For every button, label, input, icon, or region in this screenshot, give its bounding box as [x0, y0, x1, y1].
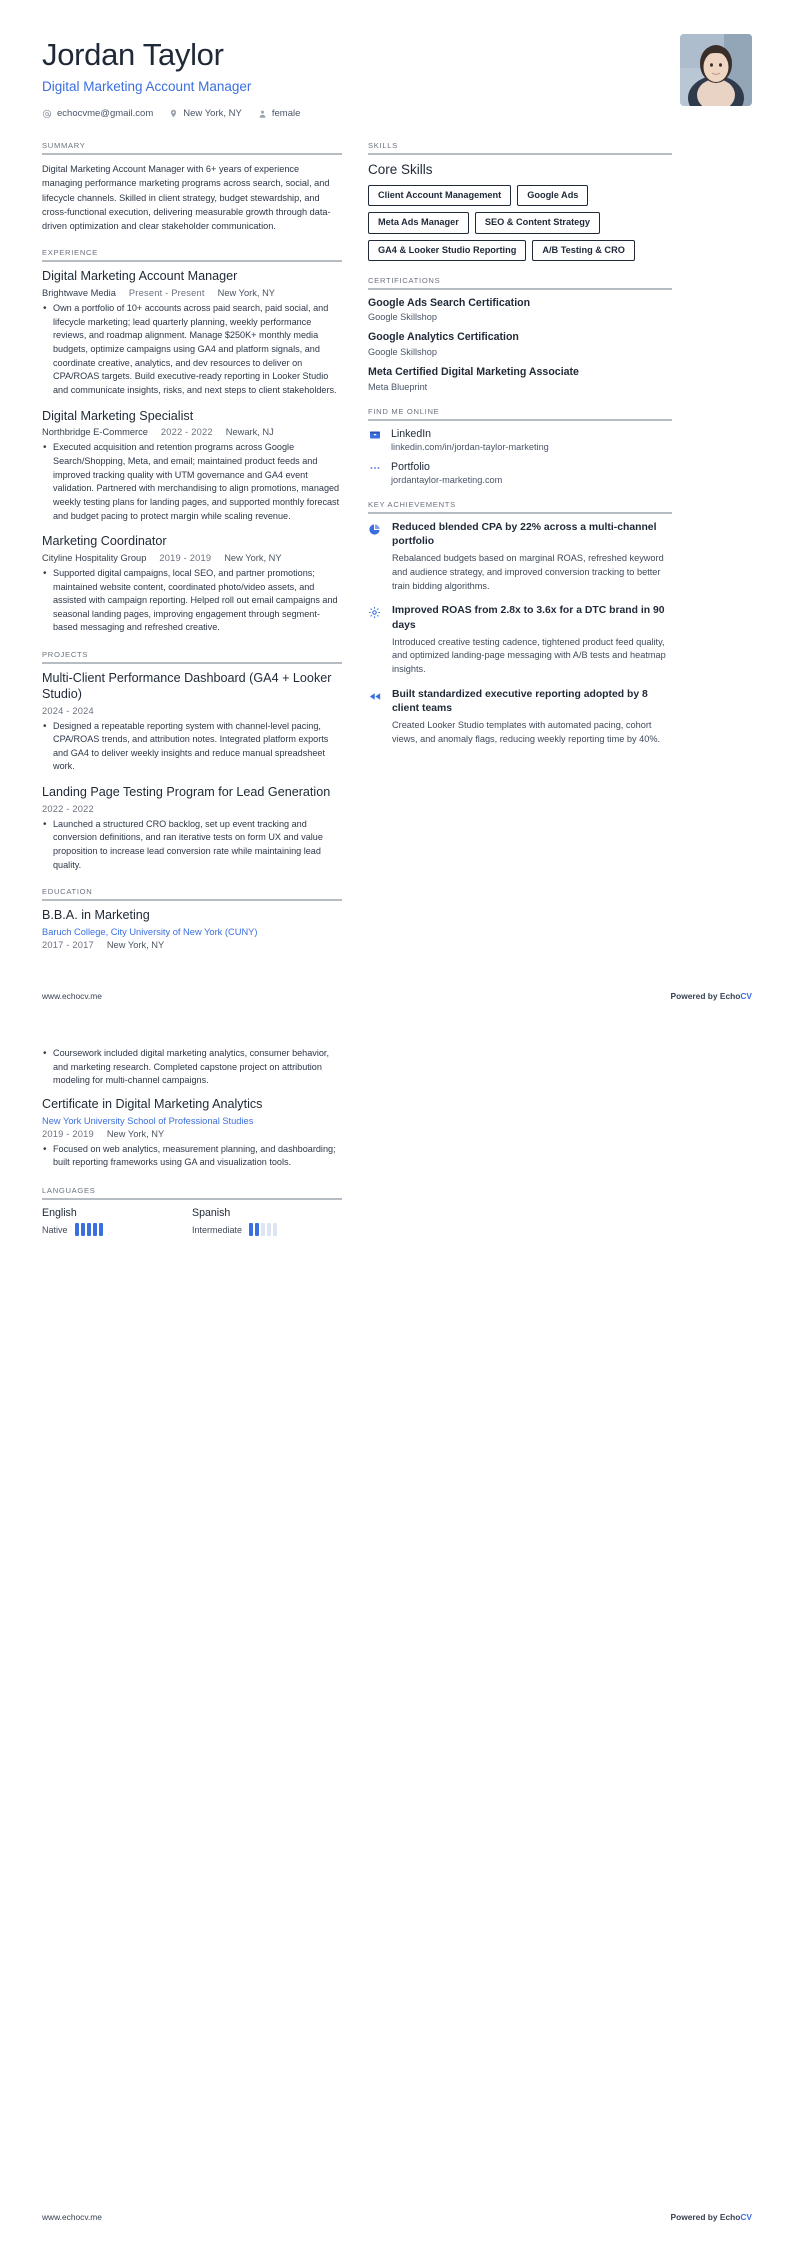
- language-name: English: [42, 1207, 77, 1220]
- contact-gender-text: female: [271, 108, 301, 120]
- section-divider: [368, 153, 672, 155]
- education-degree: B.B.A. in Marketing: [42, 908, 150, 923]
- certifications-section-label: CERTIFICATIONS: [368, 275, 441, 285]
- list-item: • Own a portfolio of 10+ accounts across paid search, paid social, and lifecycle marketing; lead quarterly planning, weekly performance reviews, and roadmap alignment. Manage $250K+ monthly media budgets, optimize campaigns using GA4 and platform signals, and coordinate creative, analytics, and dev resources to deliver on CPA/ROAS targets. Build executive-ready reporting in Looker Studio and communicate insights, risks, and next steps to client stakeholders.: [42, 302, 342, 397]
- footer-powered-prefix: Powered by: [670, 991, 720, 1002]
- certification-entry: [368, 297, 672, 323]
- proficiency-bar: [255, 1223, 259, 1236]
- online-profile-url: jordantaylor-marketing.com: [391, 475, 503, 485]
- map-pin-icon: [169, 108, 178, 119]
- achievement-description: Introduced creative testing cadence, tightened product feed quality, and optimized landing-page messaging with A/B tests and heatmap insights.: [392, 636, 666, 675]
- project-entry: [42, 671, 342, 774]
- language-level: Native: [42, 1224, 68, 1235]
- footer-site-url[interactable]: www.echocv.me: [42, 991, 102, 1002]
- certification-entry: [368, 366, 672, 392]
- summary-section-label: SUMMARY: [42, 141, 86, 151]
- section-divider: [368, 288, 672, 290]
- languages-section-label: LANGUAGES: [42, 1186, 96, 1196]
- online-profile-url: linkedin.com/in/jordan-taylor-marketing: [391, 442, 549, 452]
- achievement-entry: [368, 688, 672, 747]
- skill-chip: GA4 & Looker Studio Reporting: [368, 240, 526, 261]
- key-achievements-section: [368, 500, 672, 747]
- page-break: [0, 1001, 794, 1043]
- skills-section: [368, 141, 672, 261]
- section-divider: [368, 419, 672, 421]
- footer-brand-echo: Echo: [719, 2212, 741, 2223]
- list-item: • Coursework included digital marketing analytics, consumer behavior, and marketing research. Completed capstone project on attribution modeling for multi-channel campaigns.: [42, 1047, 342, 1088]
- education-degree: Certificate in Digital Marketing Analytics: [42, 1097, 263, 1112]
- right-column: [368, 141, 672, 762]
- resume-page-1: [0, 0, 794, 1001]
- project-title: Landing Page Testing Program for Lead Generation: [42, 785, 331, 800]
- proficiency-bar: [93, 1223, 97, 1236]
- list-item: • Designed a repeatable reporting system with channel-level pacing, CPA/ROAS trends, and attribution notes. Integrated platform exports and GA4 to deliver weekly insights and reduce manual spreadsheet work.: [42, 720, 342, 775]
- language-name: Spanish: [192, 1207, 231, 1220]
- projects-section-label: PROJECTS: [42, 650, 89, 660]
- left-column: [42, 141, 342, 965]
- proficiency-bar: [273, 1223, 277, 1236]
- projects-section: [42, 650, 342, 872]
- education-date: 2017 - 2017: [42, 940, 94, 951]
- dots-icon: [368, 461, 382, 474]
- proficiency-bar: [75, 1223, 79, 1236]
- skill-chip: SEO & Content Strategy: [475, 212, 600, 233]
- section-divider: [42, 662, 342, 664]
- experience-location: New York, NY: [224, 552, 282, 563]
- certification-name: Meta Certified Digital Marketing Associate: [368, 366, 579, 379]
- job-title-subtitle: Digital Marketing Account Manager: [42, 79, 252, 95]
- footer-site-url[interactable]: www.echocv.me: [42, 2212, 102, 2223]
- at-sign-icon: [42, 109, 52, 119]
- experience-entry: [42, 409, 342, 524]
- education-school[interactable]: Baruch College, City University of New York (CUNY): [42, 927, 258, 938]
- certification-issuer: Meta Blueprint: [368, 382, 428, 392]
- experience-company: Cityline Hospitality Group: [42, 552, 147, 563]
- project-date: 2022 - 2022: [42, 803, 94, 814]
- language-proficiency-bars: [75, 1223, 103, 1236]
- proficiency-bar: [267, 1223, 271, 1236]
- section-divider: [42, 260, 342, 262]
- list-item: • Executed acquisition and retention programs across Google Search/Shopping, Meta, and email; maintained product feeds and improved tracking quality with UTM governance and GA4 event validation. Partnered with merchandising to align promotions, managed weekly testing plans for landing pages, and supported monthly forecast and budget pacing to protect margin while scaling revenue.: [42, 441, 342, 523]
- skills-group-title: Core Skills: [368, 162, 433, 178]
- key-achievements-section-label: KEY ACHIEVEMENTS: [368, 500, 456, 509]
- experience-title: Marketing Coordinator: [42, 534, 167, 549]
- education-section: [42, 887, 342, 950]
- achievement-entry: [368, 521, 672, 593]
- certifications-section: [368, 276, 672, 392]
- skill-chip: A/B Testing & CRO: [532, 240, 635, 261]
- experience-date: Present - Present: [128, 288, 205, 299]
- left-column-page-2: [42, 1043, 342, 1251]
- experience-date: 2019 - 2019: [159, 552, 212, 563]
- achievement-title: Reduced blended CPA by 22% across a multi-channel portfolio: [392, 522, 657, 548]
- gear-icon: [368, 604, 383, 619]
- footer-powered-prefix: Powered by: [670, 2212, 720, 2223]
- certification-name: Google Analytics Certification: [368, 331, 519, 344]
- experience-entry: [42, 534, 342, 635]
- section-divider: [42, 1198, 342, 1200]
- education-date: 2019 - 2019: [42, 1128, 94, 1139]
- project-title: Multi-Client Performance Dashboard (GA4 + Looker Studio): [42, 671, 332, 701]
- language-proficiency-bars: [249, 1223, 277, 1236]
- rewind-icon: [368, 688, 383, 703]
- list-item: • Focused on web analytics, measurement planning, and dashboarding; built reporting frameworks using GA and visualization tools.: [42, 1143, 342, 1170]
- language-entry-english: [42, 1207, 192, 1236]
- certification-issuer: Google Skillshop: [368, 347, 437, 358]
- experience-location: Newark, NJ: [225, 427, 274, 438]
- footer-powered-by: [671, 991, 752, 1001]
- footer-brand-echo: Echo: [719, 991, 741, 1002]
- resume-header: [42, 34, 752, 119]
- contact-email-text: echocvme@gmail.com: [57, 108, 154, 120]
- experience-company: Brightwave Media: [42, 288, 116, 299]
- experience-section-label: EXPERIENCE: [42, 248, 98, 258]
- avatar: [680, 34, 752, 106]
- languages-section: [42, 1186, 342, 1236]
- proficiency-bar: [87, 1223, 91, 1236]
- contact-location-text: New York, NY: [183, 108, 242, 120]
- experience-title: Digital Marketing Specialist: [42, 408, 194, 423]
- experience-bullets: [42, 302, 342, 397]
- page-title: Jordan Taylor: [42, 37, 224, 72]
- project-bullets: [42, 720, 342, 775]
- achievement-description: Created Looker Studio templates with automated pacing, cohort views, and anomaly flags, reducing weekly reporting time by 40%.: [392, 720, 661, 744]
- language-entry-spanish: [192, 1207, 342, 1236]
- skill-chip: Client Account Management: [368, 185, 511, 206]
- footer-brand-cv: CV: [740, 2212, 752, 2223]
- proficiency-bar: [249, 1223, 253, 1236]
- section-divider: [42, 153, 342, 155]
- online-profile-name: Portfolio: [391, 461, 430, 473]
- footer-brand-cv: CV: [740, 991, 752, 1002]
- page-footer-2: [0, 2212, 794, 2222]
- experience-company: Northbridge E-Commerce: [42, 427, 148, 438]
- experience-bullets: [42, 441, 342, 523]
- skill-chip: Google Ads: [517, 185, 588, 206]
- pie-chart-icon: [368, 521, 383, 536]
- education-section-label: EDUCATION: [42, 887, 93, 897]
- person-icon: [258, 109, 267, 119]
- proficiency-bar: [99, 1223, 103, 1236]
- education-bullets: [42, 1047, 342, 1088]
- summary-text: Digital Marketing Account Manager with 6+ years of experience managing performance marketing programs across search, social, and lifecycle channels. Skilled in client strategy, budget stewardship, and cross-functional execution, delivering measurable growth through data-driven optimization and clear stakeholder communication.: [42, 164, 331, 232]
- contact-location: [169, 108, 242, 119]
- education-bullets: [42, 1143, 342, 1170]
- summary-section: [42, 141, 342, 233]
- education-section-continued: [42, 1047, 342, 1170]
- list-item: • Supported digital campaigns, local SEO, and partner promotions; maintained website content, coordinated photo/video assets, and assisted with campaign reporting. Helped roll out email campaigns and seasonal landing pages, improving engagement through segment-based messaging and refreshed creative.: [42, 567, 342, 635]
- certification-name: Google Ads Search Certification: [368, 296, 531, 309]
- education-location: New York, NY: [106, 1128, 165, 1139]
- footer-powered-by: [671, 2212, 752, 2222]
- education-entry: [42, 908, 342, 950]
- education-location: New York, NY: [106, 940, 165, 951]
- experience-title: Digital Marketing Account Manager: [42, 269, 238, 284]
- experience-date: 2022 - 2022: [160, 427, 213, 438]
- skills-chip-list: [368, 185, 672, 261]
- contact-gender: [258, 108, 301, 119]
- linkedin-icon: [368, 428, 382, 441]
- certification-entry: [368, 331, 672, 357]
- achievement-title: Built standardized executive reporting adopted by 8 client teams: [392, 688, 648, 715]
- project-bullets: [42, 818, 342, 873]
- proficiency-bar: [261, 1223, 265, 1236]
- proficiency-bar: [81, 1223, 85, 1236]
- section-divider: [42, 899, 342, 901]
- skill-chip: Meta Ads Manager: [368, 212, 469, 233]
- online-profile-portfolio[interactable]: [368, 461, 672, 485]
- online-profile-name: LinkedIn: [391, 428, 432, 440]
- skills-section-label: SKILLS: [368, 141, 398, 151]
- find-me-online-section-label: FIND ME ONLINE: [368, 407, 440, 416]
- contact-email[interactable]: [42, 108, 153, 119]
- achievement-entry: [368, 604, 672, 676]
- contact-row: [42, 108, 300, 119]
- experience-bullets: [42, 567, 342, 635]
- certification-issuer: Google Skillshop: [368, 312, 437, 323]
- online-profile-linkedin[interactable]: [368, 428, 672, 452]
- project-entry: [42, 785, 342, 872]
- page-footer-1: [0, 991, 794, 1001]
- experience-section: [42, 248, 342, 635]
- list-item: • Launched a structured CRO backlog, set up event tracking and conversion definitions, and ran iterative tests on form UX and value proposition to increase lead conversion rate while maintaining lead quality.: [42, 818, 342, 873]
- language-level: Intermediate: [192, 1224, 243, 1235]
- project-date: 2024 - 2024: [42, 705, 94, 716]
- find-me-online-section: [368, 407, 672, 485]
- experience-location: New York, NY: [217, 288, 276, 299]
- education-entry: [42, 1097, 342, 1170]
- experience-entry: [42, 269, 342, 397]
- achievement-title: Improved ROAS from 2.8x to 3.6x for a DTC brand in 90 days: [392, 605, 665, 631]
- education-school[interactable]: New York University School of Professional Studies: [42, 1115, 254, 1126]
- resume-page-2: [0, 1043, 794, 2246]
- section-divider: [368, 512, 672, 514]
- achievement-description: Rebalanced budgets based on marginal ROAS, refreshed keyword and audience strategy, and improved conversion tracking to better train bidding algorithms.: [392, 553, 664, 591]
